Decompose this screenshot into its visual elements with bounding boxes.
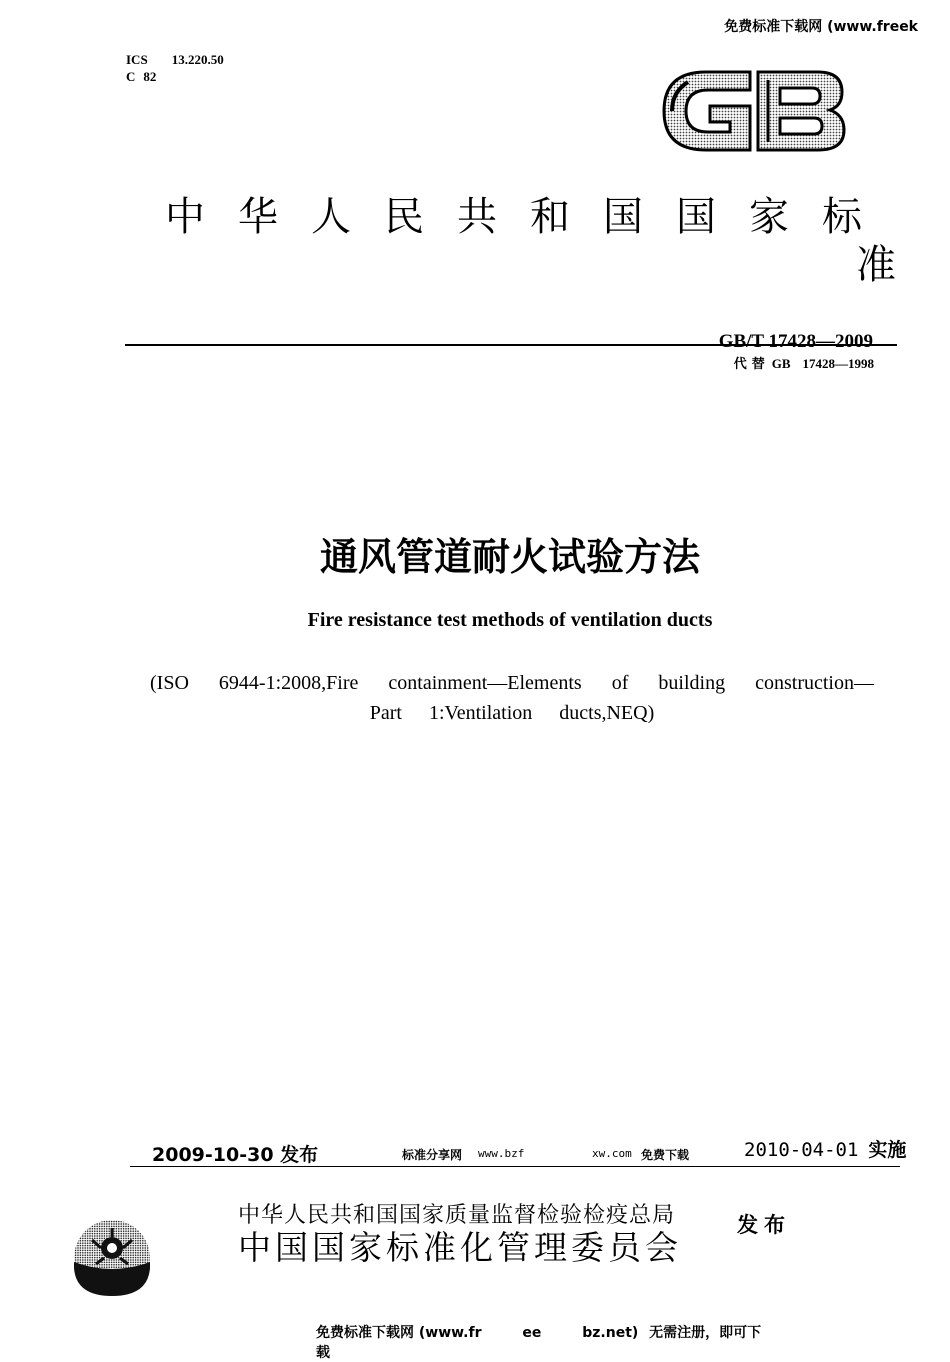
effective-date-word: 实施 xyxy=(868,1139,907,1161)
bottom-watermark xyxy=(316,1322,761,1362)
release-date-word: 发布 xyxy=(280,1144,319,1166)
bottom-watermark-d: 无需注册，即可下 xyxy=(649,1325,762,1341)
title-english: Fire resistance test methods of ventilation ducts xyxy=(307,609,713,631)
release-date-value: 2009-10-30 xyxy=(152,1144,274,1166)
share-url-part-a: www.bzf xyxy=(478,1147,525,1160)
ics-label: ICS xyxy=(126,52,148,67)
effective-date xyxy=(744,1135,906,1162)
bottom-watermark-a: 免费标准下载网 (www.fr xyxy=(316,1325,482,1341)
issuer-line-2: 中国国家标准化管理委员会 xyxy=(238,1228,682,1267)
gb-logo xyxy=(658,62,848,160)
issuer-line-1: 中华人民共和国国家质量监督检验检疫总局 xyxy=(238,1203,676,1228)
share-site-name: 标准分享网 xyxy=(402,1148,463,1162)
ics-code-line xyxy=(126,52,224,68)
title-chinese: 通风管道耐火试验方法 xyxy=(319,535,700,579)
replaces-prefix: GB xyxy=(771,356,791,371)
national-title-continuation: 准 xyxy=(856,242,896,288)
national-standard-title xyxy=(165,193,900,289)
classification-line xyxy=(126,69,156,85)
bottom-watermark-e: 载 xyxy=(316,1345,330,1361)
share-free-download: 免费下载 xyxy=(641,1148,690,1162)
standard-number: GB/T 17428—2009 xyxy=(718,331,873,352)
national-title-main: 中华人民共和国国家标 xyxy=(165,194,895,240)
bottom-watermark-b: ee xyxy=(522,1325,542,1341)
replaces-number: 17428—1998 xyxy=(802,356,874,371)
top-watermark: 免费标准下载网 (www.freek xyxy=(724,19,918,35)
issue-word: 发布 xyxy=(737,1213,791,1237)
official-seal-icon xyxy=(72,1218,152,1298)
effective-date-value: 2010-04-01 xyxy=(744,1139,859,1161)
release-date xyxy=(152,1140,318,1167)
classification-label: C xyxy=(126,69,136,84)
replaces-line xyxy=(734,353,874,372)
iso-reference-line-2: Part 1:Ventilation ducts,NEQ) xyxy=(369,702,655,724)
ics-code: 13.220.50 xyxy=(171,52,224,67)
classification-code: 82 xyxy=(143,69,157,84)
bottom-watermark-c: bz.net) xyxy=(582,1325,639,1341)
bottom-rule xyxy=(130,1166,900,1167)
share-url-part-b: xw.com xyxy=(592,1147,632,1160)
iso-reference xyxy=(150,668,874,728)
replaces-label: 代替 xyxy=(733,357,770,372)
iso-reference-line-1: (ISO 6944-1:2008,Fire containment—Elements of building construction— xyxy=(150,672,874,694)
